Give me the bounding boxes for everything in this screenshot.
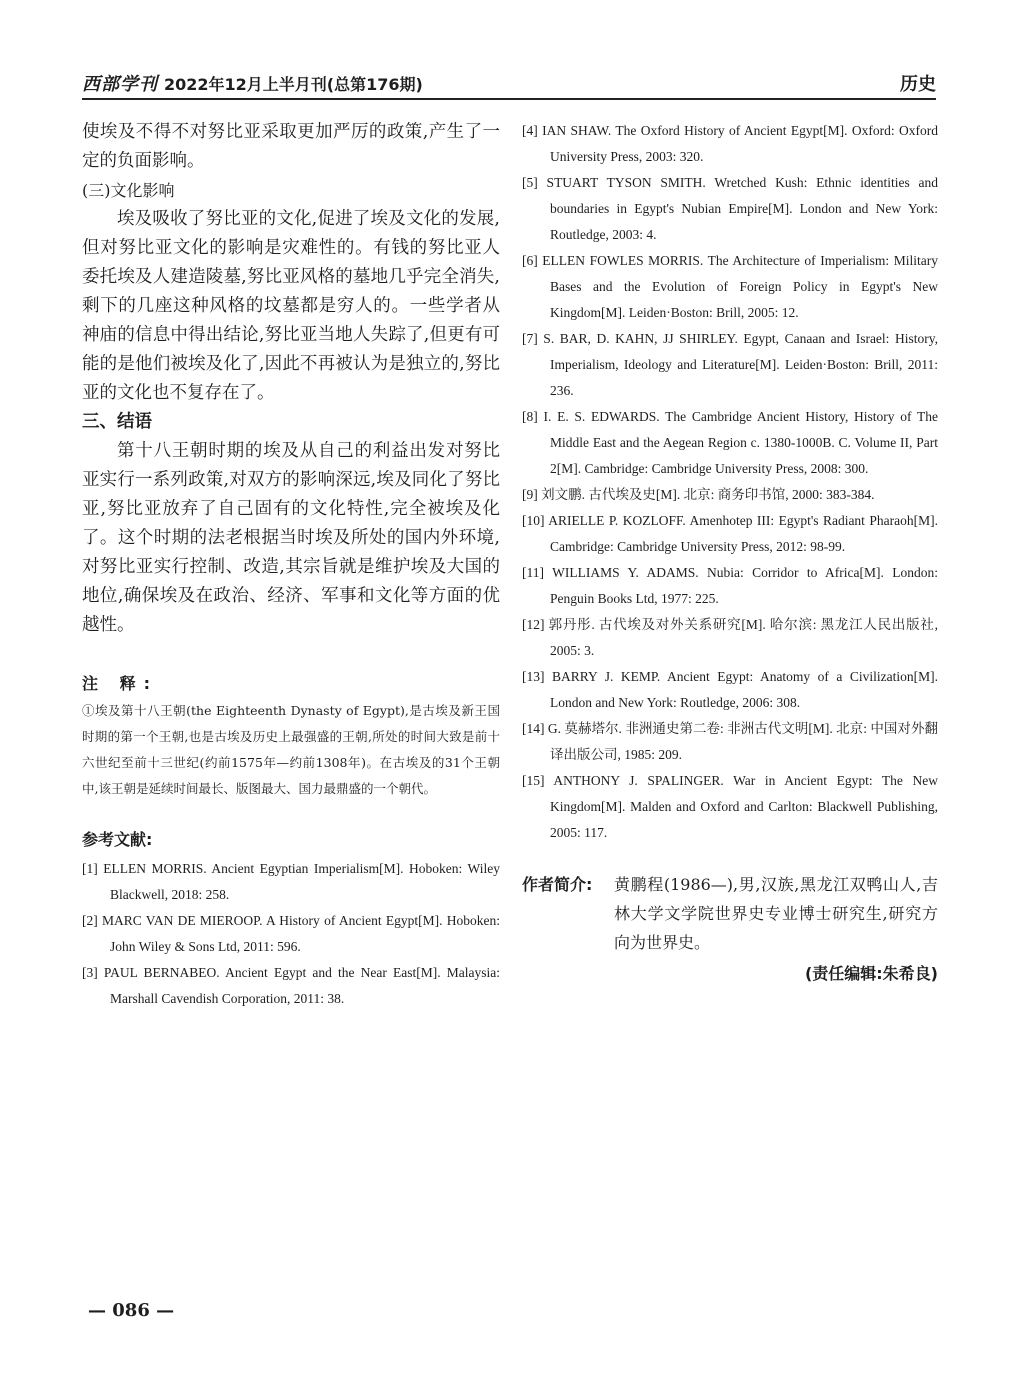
reference-item: [4] IAN SHAW. The Oxford History of Ancient Egypt[M]. Oxford: Oxford University Press, 2003: 320. [522, 123, 938, 164]
page-number: — 086 — [88, 1300, 175, 1321]
reference-item: [15] ANTHONY J. SPALINGER. War in Ancient Egypt: The New Kingdom[M]. Malden and Oxford and Carlton: Blackwell Publishing, 2005: 117. [522, 773, 938, 840]
reference-item: [2] MARC VAN DE MIEROOP. A History of Ancient Egypt[M]. Hoboken: John Wiley & Sons Ltd, 2011: 596. [82, 913, 500, 954]
notes-title: 注 释: [82, 674, 158, 693]
author-bio-label: 作者简介: [522, 875, 593, 894]
reference-item: [6] ELLEN FOWLES MORRIS. The Architecture of Imperialism: Military Bases and the Evolution of Foreign Policy in Egypt's New Kingdom[M]. Leiden·Boston: Brill, 2005: 12. [522, 253, 938, 320]
reference-list-left [82, 856, 500, 1012]
right-column [522, 118, 938, 984]
paragraph-continued: 使埃及不得不对努比亚采取更加严厉的政策,产生了一定的负面影响。 [82, 122, 500, 171]
reference-item: [5] STUART TYSON SMITH. Wretched Kush: Ethnic identities and boundaries in Egypt's Nubian Empire[M]. London and New York: Routledge, 2003: 4. [522, 175, 938, 242]
reference-item: [1] ELLEN MORRIS. Ancient Egyptian Imperialism[M]. Hoboken: Wiley Blackwell, 2018: 258. [82, 861, 500, 902]
references-title: 参考文献: [82, 830, 153, 849]
editor-credit: (责任编辑:朱希良) [804, 964, 938, 983]
reference-item: [7] S. BAR, D. KAHN, JJ SHIRLEY. Egypt, Canaan and Israel: History, Imperialism, Ideology and Literature[M]. Leiden·Boston: Brill, 2011: 236. [522, 331, 938, 398]
section-tag: 历史 [900, 74, 936, 95]
section-heading: 三、结语 [82, 412, 152, 432]
left-column [82, 118, 500, 1012]
body-text [82, 118, 500, 640]
paragraph-culture: 埃及吸收了努比亚的文化,促进了埃及文化的发展,但对努比亚文化的影响是灾难性的。有钱的努比亚人委托埃及人建造陵墓,努比亚风格的墓地几乎完全消失,剩下的几座这种风格的坟墓都是穷人的。一些学者从神庙的信息中得出结论,努比亚当地人失踪了,但更有可能的是他们被埃及化了,因此不再被认为是独立的,努比亚的文化也不复存在了。 [82, 209, 500, 403]
reference-list-right [522, 118, 938, 846]
paragraph-conclusion: 第十八王朝时期的埃及从自己的利益出发对努比亚实行一系列政策,对双方的影响深远,埃及同化了努比亚,努比亚放弃了自己固有的文化特性,完全被埃及化了。这个时期的法老根据当时埃及所处的国内外环境,对努比亚实行控制、改造,其宗旨就是维护埃及大国的地位,确保埃及在政治、经济、军事和文化等方面的优越性。 [82, 441, 500, 635]
journal-logo: 西部学刊 [82, 74, 158, 95]
reference-item: [8] I. E. S. EDWARDS. The Cambridge Ancient History, History of The Middle East and the Aegean Region c. 1380-1000B. C. Volume II, Part 2[M]. Cambridge: Cambridge University Press, 2008: 300. [522, 409, 938, 476]
author-bio-text: 黄鹏程(1986—),男,汉族,黑龙江双鸭山人,吉林大学文学院世界史专业博士研究生,研究方向为世界史。 [614, 875, 938, 952]
reference-item: [13] BARRY J. KEMP. Ancient Egypt: Anatomy of a Civilization[M]. London and New York: Routledge, 2006: 308. [522, 669, 938, 710]
reference-item: [12] 郭丹彤. 古代埃及对外关系研究[M]. 哈尔滨: 黑龙江人民出版社, 2005: 3. [522, 617, 938, 658]
reference-item: [3] PAUL BERNABEO. Ancient Egypt and the Near East[M]. Malaysia: Marshall Cavendish Corporation, 2011: 38. [82, 965, 500, 1006]
reference-item: [9] 刘文鹏. 古代埃及史[M]. 北京: 商务印书馆, 2000: 383-384. [522, 487, 875, 502]
page-header [82, 68, 936, 100]
reference-item: [11] WILLIAMS Y. ADAMS. Nubia: Corridor to Africa[M]. London: Penguin Books Ltd, 1977: 225. [522, 565, 938, 606]
reference-item: [14] G. 莫赫塔尔. 非洲通史第二卷: 非洲古代文明[M]. 北京: 中国对外翻译出版公司, 1985: 209. [522, 721, 938, 762]
footnote-1: ①埃及第十八王朝(the Eighteenth Dynasty of Egypt),是古埃及新王国时期的第一个王朝,也是古埃及历史上最强盛的王朝,所处的时间大致是前十六世纪至前十三世纪(约前1575年—约前1308年)。在古埃及的31个王朝中,该王朝是延续时间最长、版图最大、国力最鼎盛的一个朝代。 [82, 703, 500, 796]
subsection-heading: (三)文化影响 [82, 181, 175, 200]
author-bio [522, 870, 938, 957]
reference-item: [10] ARIELLE P. KOZLOFF. Amenhotep III: Egypt's Radiant Pharaoh[M]. Cambridge: Cambridge University Press, 2012: 98-99. [522, 513, 938, 554]
issue-info: 2022年12月上半月刊(总第176期) [164, 75, 423, 94]
